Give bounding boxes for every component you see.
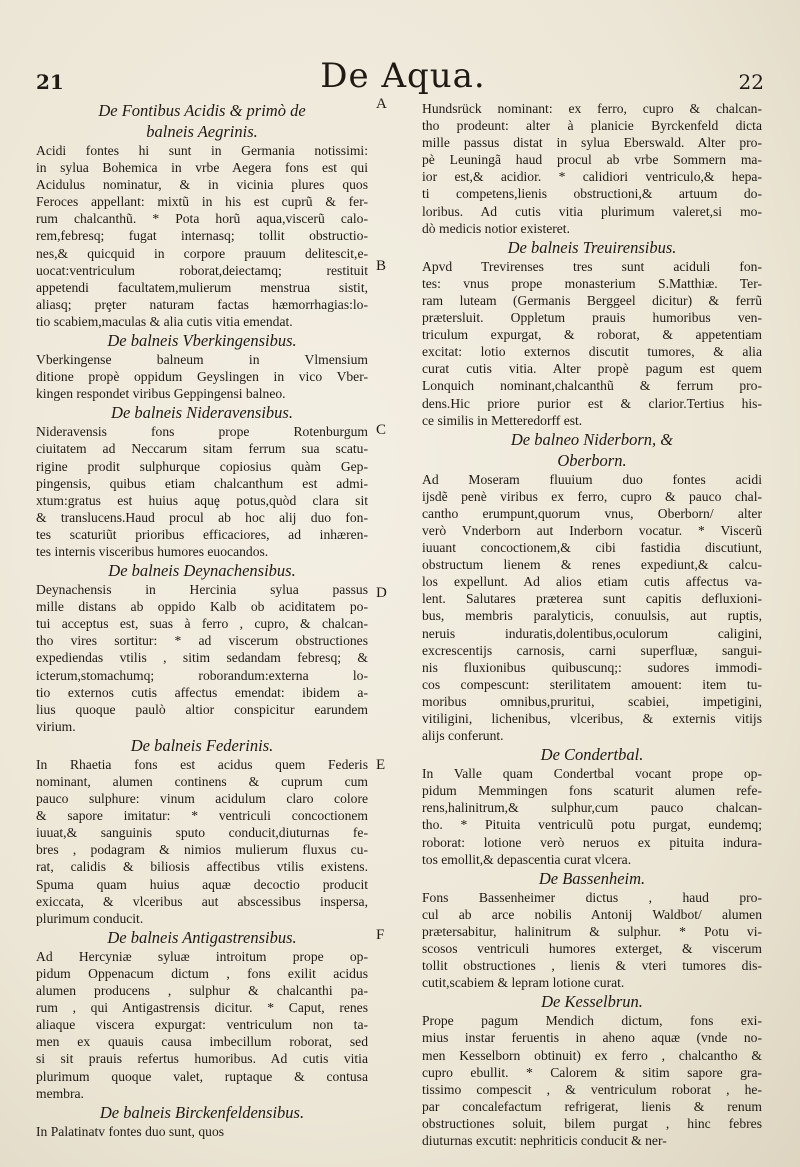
section-heading: De balneis Treuirensibus. [507, 237, 677, 257]
text-line: tes internis visceribus humores euocandos. [36, 543, 269, 559]
text-line: pidum Memmingen fons scaturit alumen refe- [422, 783, 762, 799]
text-line: tollit obstructiones , lienis & vteri tumores dis- [422, 958, 762, 974]
text-line: Deynachensis in Hercinia sylua passus [36, 582, 368, 598]
section-heading: De Kesselbrun. [541, 992, 643, 1012]
text-line: prætersluit. Oppletum prauis humoribus ven- [422, 310, 762, 326]
section-heading: De balneis Birckenfeldensibus. [99, 1102, 305, 1122]
text-line: nes,& quicquid in corpore prauum delitescit,e- [36, 245, 368, 261]
page-number-left: 21 [36, 70, 64, 94]
text-line: curat cutis vitia. Alter propè pagum est quem [422, 361, 762, 377]
right-column [422, 100, 762, 1149]
text-line: Apvd Trevirenses tres sunt aciduli fon- [422, 258, 762, 274]
section-heading: De Fontibus Acidis & primò de [98, 101, 306, 120]
text-line: virium. [36, 718, 76, 734]
text-line: tes: vnus prope monasterium S.Matthiæ. Ter- [422, 275, 762, 291]
text-line: Hundsrück nominant: ex ferro, cupro & chalcan- [422, 101, 762, 116]
text-line: alumen producens , sulphur & chalcanthi pa- [36, 983, 368, 999]
text-line: iuuant concoctionem,& cibi fastidia discutiunt, [422, 540, 762, 556]
text-line: tio externos cutis affectus emendat: ibidem a- [36, 684, 368, 700]
text-line: Vberkingense balneum in Vlmensium [36, 352, 368, 368]
text-line: uocat:ventriculum roborat,deiectamq; restituit [36, 262, 368, 278]
running-title: De Aqua. [320, 56, 486, 96]
margin-letter-b: B [376, 258, 387, 274]
text-line: men ex quauis causa imbecillum roborat, sed [36, 1034, 368, 1050]
text-line: membra. [36, 1085, 84, 1101]
text-line: icterum,stomachumq; roborandum:externa lo- [36, 667, 368, 683]
text-line: ce similis in Metteredorff est. [422, 412, 583, 428]
text-line: nominant, alumen continens & cuprum cum [36, 774, 368, 789]
text-line: ijsdẽ penè viribus ex ferro, cupro & pauco chal- [422, 488, 762, 504]
text-line: los expellunt. Ad alios etiam cutis affectus va- [422, 574, 762, 590]
text-line: & sapore imitatur: * ventriculi concoctionem [36, 808, 368, 824]
text-line: aliaque viscera expurgat: ventriculum non ta- [36, 1017, 368, 1033]
text-line: excitat: lotio externos discutit tumores, & alia [422, 344, 762, 360]
margin-letter-c: C [376, 422, 387, 438]
text-line: obstructum lienem & renes expediunt,& calcu- [422, 557, 762, 573]
text-line: ior est,& acidior. * calidiori ventriculo,& hepa- [422, 169, 762, 185]
text-line: aliasq; prȩter naturam factas hæmorrhagias:lo- [36, 296, 368, 312]
text-line: tos emollit,& depascentia curat vlcera. [422, 851, 632, 867]
text-line: Lonquich nominant,chalcanthũ & ferrum pro- [422, 378, 762, 394]
text-line: iuuat,& sanguinis sputo conducit,diuturnas fe- [36, 825, 368, 841]
text-line: roborat: lotione verò neruos ex pituita indura- [422, 834, 762, 850]
text-line: excrescentijs carnosis, carni superfluæ, sangui- [422, 642, 762, 658]
section-heading: De Bassenheim. [538, 868, 646, 888]
text-line: Nideravensis fons prope Rotenburgum [36, 424, 368, 440]
text-line: expediendas vtilis , sitim sedandam febresq; & [36, 650, 368, 666]
text-line: exiccata, & vlceribus aut abscessibus inspersa, [36, 893, 368, 909]
margin-letter-e: E [376, 757, 386, 773]
text-line: cos compescunt: sterilitatem amouent: item tu- [422, 676, 762, 692]
text-line: rum , qui Antigastrensis dicitur. * Caput, renes [36, 1000, 368, 1016]
text-line: bus, membris paralyticis, conuulsis, aut ruptis, [422, 608, 762, 624]
text-line: mius instar feruentis in aheno aquæ (vnde no- [422, 1030, 762, 1046]
text-line: loribus. Ad cutis vitia plurimum valeret,si mo- [422, 203, 762, 219]
margin-letter-d: D [376, 585, 387, 601]
text-line: ti competens,lienis obstructioni,& artuum do- [422, 186, 762, 202]
text-line: verò Vnderborn aut Inderborn vocatur. * Viscerũ [422, 522, 762, 538]
text-line: & translucens.Haud procul ab hoc alij duo fon- [36, 509, 368, 525]
text-line: pidum Oppenacum dictum , fons exilit acidus [36, 965, 368, 981]
text-line: In Valle quam Condertbal vocant prope op- [422, 766, 762, 782]
text-line: par concalefactum refrigerat, lienis & renum [422, 1098, 762, 1114]
section-heading: De balneis Antigastrensibus. [107, 927, 297, 947]
text-line: tes scaturiũt prioribus efficaciores, ad inhæren- [36, 526, 368, 542]
text-line: In Rhaetia fons est acidus quem Federis [36, 756, 368, 772]
text-line: in sylua Bohemica in vrbe Aegera fons est qui [36, 160, 368, 176]
text-line: nis fluxionibus quibuscunq;: sudores immodi- [422, 659, 762, 675]
section-heading: De balneis Deynachensibus. [108, 561, 296, 581]
text-line: rens,halinitrum,& sulphur,cum pauco chalcan- [422, 800, 762, 816]
text-line: dò medicis notior existeret. [422, 220, 570, 236]
text-line: scosos ventriculi humores exterget, & viscerum [422, 941, 762, 957]
margin-letter-a: A [376, 96, 387, 112]
text-line: Feroces appellant: mixtũ in his est cuprũ & fer- [36, 194, 368, 210]
text-line: bres , podagram & nimios mulierum fluxus cu- [36, 842, 368, 858]
text-line: xtum:gratus est huius aquȩ potus,quòd clara sit [36, 492, 368, 508]
text-line: ram luteam (Germanis Berggeel dicitur) & ferrũ [422, 292, 762, 308]
text-line: Spuma quam huius aquæ decoctio producit [36, 876, 368, 892]
text-line: prætersabitur, halinitrum & sulphur. * Potu vi- [422, 923, 762, 939]
text-line: rum chalcanthũ. * Pota horũ aqua,viscerũ calo- [36, 211, 368, 227]
section-heading: De balneo Niderborn, & [510, 429, 674, 449]
text-line: kingen respondet viribus Geppingensi balneo. [36, 386, 286, 402]
text-line: cul ab arce nobilis Antonij Waldbot/ alumen [422, 906, 762, 922]
text-line: Ad Hercyniæ syluæ introitum prope op- [36, 948, 368, 964]
text-line: tio scabiem,maculas & alia cutis vitia emendat. [36, 313, 293, 329]
text-line: Acidulus nominatur, & in vicinia plures quos [36, 177, 368, 193]
text-line: tho prodeunt: alter à planicie Byrckenfeld dicta [422, 118, 762, 134]
text-line: plurimum quoque valet, ruptaque & contusa [36, 1068, 368, 1084]
text-line: Prope pagum Mendich dictum, fons exi- [422, 1013, 762, 1029]
text-line: obstructiones soluit, bilem purgat , hinc febres [422, 1115, 762, 1131]
text-line: ditione propè oppidum Geyslingen in vico Vber- [36, 369, 368, 385]
text-line: pè Leuningã haud procul ab vrbe Sommern ma- [422, 152, 762, 168]
text-line: rem,febresq; fugat internasq; tollit obstructio- [36, 228, 368, 244]
text-line: cupro ebullit. * Calorem & sitim sapore gra- [422, 1064, 762, 1080]
section-heading: De balneis Vberkingensibus. [107, 331, 297, 351]
margin-letter-f: F [376, 927, 385, 943]
text-line: pingensis, quibus etiam chalcanthum est admi- [36, 475, 368, 491]
text-line: neruis induratis,dolentibus,oculorum caligini, [422, 625, 762, 641]
text-line: cantho erumpunt,quorum vnus, Oberborn/ alter [422, 505, 762, 521]
section-heading: De balneis Federinis. [130, 735, 274, 755]
page-number-right: 22 [738, 70, 764, 94]
text-line: diuturnas excutit: nephriticis conducit & ner- [422, 1132, 667, 1148]
text-line: Ad Moseram fluuium duo fontes acidi [422, 471, 762, 487]
text-line: tho. * Pituita ventriculũ potu purgat, eundemq; [422, 817, 762, 833]
text-line: lius quoque paulò altior conspicitur earundem [36, 701, 368, 717]
section-heading: Oberborn. [557, 450, 627, 470]
section-heading: De balneis Nideravensibus. [111, 403, 293, 423]
text-line: moribus omnibus,pruritui, scabiei, impetigini, [422, 693, 762, 709]
text-line: mille distans ab oppido Kalb ob aciditatem po- [36, 599, 368, 615]
text-line: lent. Salutares præterea sunt capitis defluxioni- [422, 591, 762, 607]
left-column [36, 100, 368, 1140]
text-line: mille passus distat in sylua Eberswald. Alter pro- [422, 135, 762, 151]
text-line: plurimum conducit. [36, 910, 144, 926]
text-line: dens.Hic priore purior est & clarior.Tertius his- [422, 395, 762, 411]
text-line: triculum expurgat, & roborat, & appetentiam [422, 327, 762, 343]
text-line: vitiligini, lichenibus, vlceribus, & externis vitijs [422, 711, 762, 726]
text-line: tui acceptus est, suas à ferro , cupro, & chalcan- [36, 616, 368, 632]
text-line: alijs conferunt. [422, 728, 504, 744]
text-line: men Kesselborn obtinuit) ex ferro , chalcantho & [422, 1047, 762, 1063]
text-line: rat, calidis & biliosis affectibus vtilis existens. [36, 859, 368, 875]
text-line: pauco sulphure: vinum acidulum claro colore [36, 791, 368, 807]
page-header [30, 56, 776, 96]
text-line: cutit,scabiem & lepram lotione curat. [422, 975, 625, 991]
text-line: ciuitatem ad Neccarum sitam ferrum sua scatu- [36, 441, 368, 457]
text-line: tho vires sortitur: * ad viscerum obstructiones [36, 633, 368, 649]
section-heading: balneis Aegrinis. [146, 122, 258, 141]
text-line: Acidi fontes hi sunt in Germania notissimi: [36, 143, 368, 158]
text-line: In Palatinatv fontes duo sunt, quos [36, 1123, 225, 1139]
text-line: si sit prauis refertus humoribus. Ad cutis vitia [36, 1051, 368, 1067]
text-line: Fons Bassenheimer dictus , haud pro- [422, 889, 762, 905]
text-line: appetendi facultatem,mulierum menstrua sistit, [36, 279, 368, 295]
text-line: rigine prodit sulphurque copiosius quàm Gep- [36, 458, 368, 474]
section-heading: De Condertbal. [540, 745, 644, 765]
text-line: tissimo compescit , & ventriculum roborat , he- [422, 1081, 762, 1097]
